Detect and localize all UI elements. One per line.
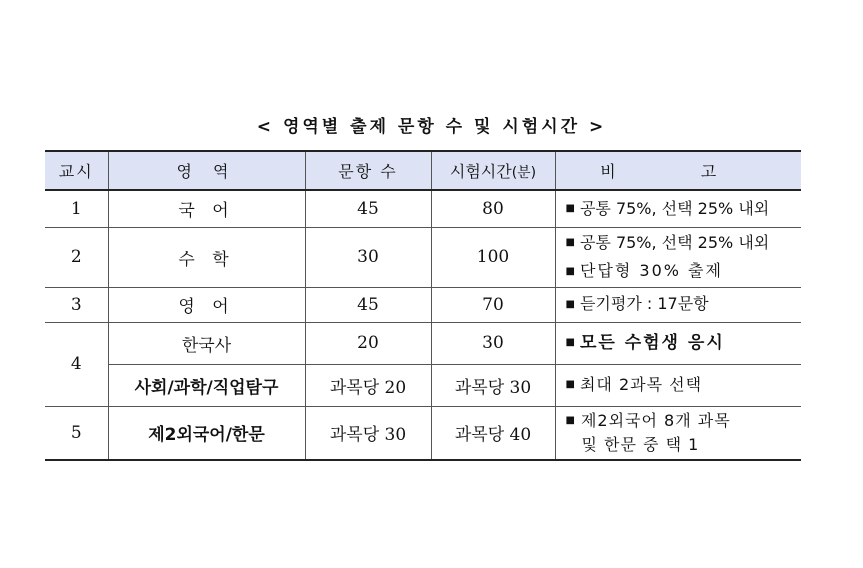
table-row — [45, 227, 801, 287]
table-row — [45, 364, 801, 406]
questions-cell: 과목당 20 — [305, 364, 431, 406]
period-cell: 3 — [45, 287, 108, 322]
table-row — [45, 190, 801, 227]
area-cell: 제2외국어/한문 — [108, 406, 305, 460]
area-cell: 사회/과학/직업탐구 — [108, 364, 305, 406]
remarks-cell — [555, 190, 801, 227]
table-row — [45, 287, 801, 322]
header-time — [431, 151, 555, 190]
remarks-cell — [555, 364, 801, 406]
header-time-label: 시험시간 — [449, 162, 512, 181]
time-cell: 70 — [431, 287, 555, 322]
remarks-cell — [555, 322, 801, 364]
header-time-unit: (분) — [511, 165, 537, 181]
bullet-icon: ■ — [565, 298, 575, 310]
bullet-icon: ■ — [565, 237, 575, 248]
questions-cell: 과목당 30 — [305, 406, 431, 460]
remarks-cell — [555, 227, 801, 287]
remark-text: 제2외국어 8개 과목 — [580, 410, 731, 430]
area-cell: 영 어 — [108, 287, 305, 322]
area-cell: 수 학 — [108, 227, 305, 287]
questions-cell: 20 — [305, 322, 431, 364]
remark-text: 공통 75%, 선택 25% 내외 — [579, 232, 770, 252]
remark-text: 공통 75%, 선택 25% 내외 — [579, 198, 770, 218]
remark-line — [566, 290, 802, 319]
time-cell: 80 — [431, 190, 555, 227]
bullet-icon: ■ — [565, 203, 575, 214]
remark-text: 듣기평가 : 17문항 — [579, 294, 709, 314]
time-cell: 100 — [431, 227, 555, 287]
time-cell: 과목당 30 — [431, 364, 555, 406]
header-area: 영 역 — [108, 151, 305, 190]
area-cell: 한국사 — [108, 322, 305, 364]
header-period: 교시 — [45, 151, 108, 190]
time-cell: 과목당 40 — [431, 406, 555, 460]
remark-text: 단답형 30% 출제 — [579, 261, 723, 280]
remark-line — [566, 433, 802, 457]
questions-cell: 30 — [305, 227, 431, 287]
remark-line — [566, 329, 802, 357]
exam-table — [45, 150, 801, 461]
period-cell: 1 — [45, 190, 108, 227]
bullet-icon: ■ — [565, 265, 575, 277]
table-row — [45, 406, 801, 460]
period-cell: 5 — [45, 406, 108, 460]
remarks-cell — [555, 287, 801, 322]
remark-text: 및 한문 중 택 1 — [581, 435, 700, 454]
page-title: < 영역별 출제 문항 수 및 시험시간 > — [256, 117, 607, 137]
period-cell: 2 — [45, 227, 108, 287]
bullet-icon: ■ — [565, 337, 575, 348]
remark-line — [566, 257, 802, 286]
table-header-row — [45, 151, 801, 190]
table-row — [45, 322, 801, 364]
remark-line — [566, 229, 802, 258]
bullet-icon: ■ — [565, 379, 575, 391]
bullet-icon: ■ — [565, 415, 576, 426]
remark-line — [566, 409, 802, 434]
area-cell: 국 어 — [108, 190, 305, 227]
remark-text: 최대 2과목 선택 — [579, 374, 703, 394]
period-cell: 4 — [45, 322, 108, 406]
header-questions: 문항 수 — [305, 151, 431, 190]
time-cell: 30 — [431, 322, 555, 364]
remark-line — [566, 371, 802, 400]
header-remarks: 비 고 — [555, 151, 801, 190]
remark-line — [566, 195, 802, 224]
remark-text: 모든 수험생 응시 — [579, 333, 725, 353]
questions-cell: 45 — [305, 287, 431, 322]
remarks-cell — [555, 406, 801, 460]
questions-cell: 45 — [305, 190, 431, 227]
